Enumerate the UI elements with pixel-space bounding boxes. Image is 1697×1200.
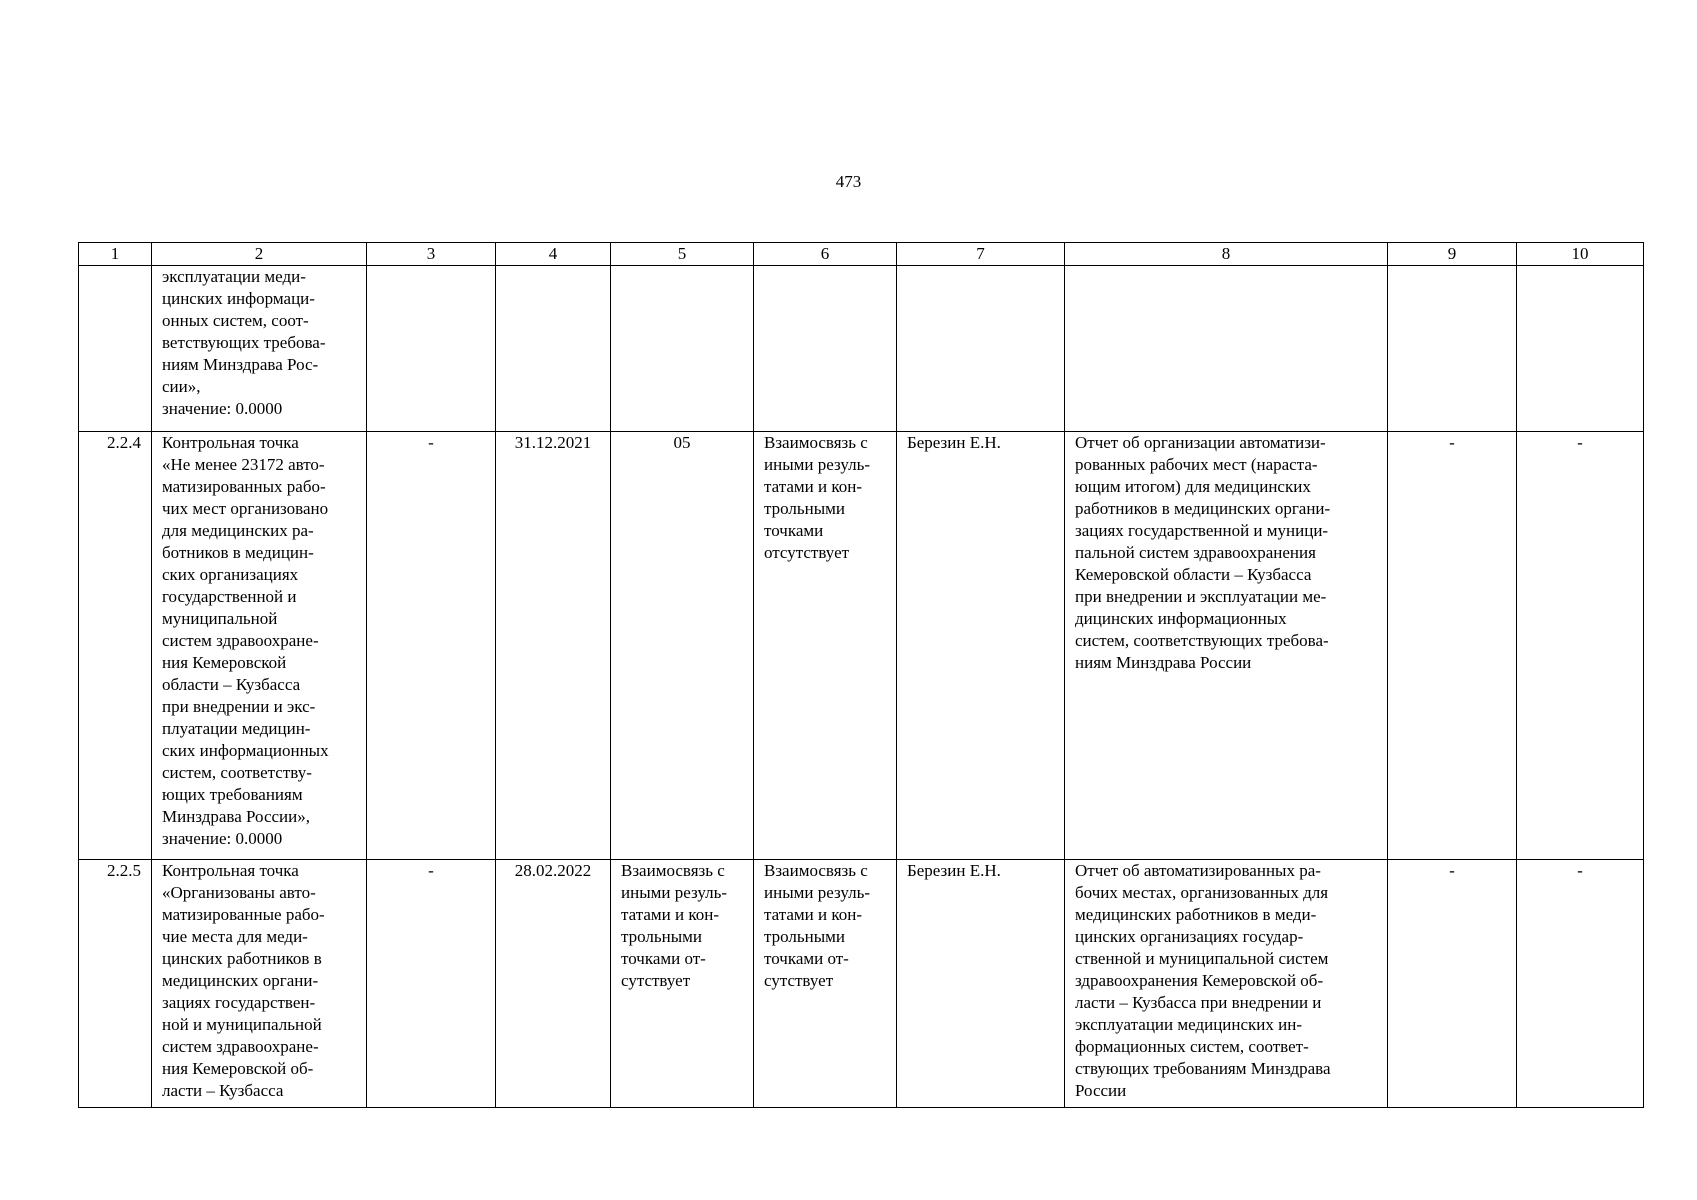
row-col3: - [367, 860, 496, 1108]
row-responsible [897, 266, 1065, 432]
header-cell: 10 [1517, 243, 1644, 266]
header-cell: 8 [1065, 243, 1388, 266]
row-description: Контрольная точка «Не менее 23172 авто- матизированных рабо- чих мест организовано для медицинских ра- ботников в медицин- ских организациях государственной и муниципальной систем здравоохране- ния Кемеровской области – Кузбасса при внедрении и экс- плуатации медицин- ских информационных систем, соответству- ющих требованиям Минздрава России», значение: 0.0000 [152, 432, 367, 860]
row-report: Отчет об автоматизированных ра- бочих местах, организованных для медицинских работников в меди- цинских организациях государ- ственной и муниципальной систем здравоохранения Кемеровской об- ласти – Кузбасса при внедрении и эксплуатации медицинских ин- формационных систем, соответ- ствующих требованиям Минздрава России [1065, 860, 1388, 1108]
row-description: эксплуатации меди- цинских информаци- онных систем, соот- ветствующих требова- ниям Минздрава Рос- сии», значение: 0.0000 [152, 266, 367, 432]
row-number [79, 266, 152, 432]
header-cell: 3 [367, 243, 496, 266]
row-number: 2.2.5 [79, 860, 152, 1108]
row-col3: - [367, 432, 496, 860]
row-relation: Взаимосвязь с иными резуль- татами и кон- трольными точками отсутствует [754, 432, 897, 860]
row-col9 [1388, 266, 1517, 432]
table-row [79, 860, 1644, 1108]
row-relation: Взаимосвязь с иными резуль- татами и кон- трольными точками от- сутствует [611, 860, 754, 1108]
header-cell: 9 [1388, 243, 1517, 266]
header-cell: 4 [496, 243, 611, 266]
page-number: 473 [835, 172, 862, 191]
row-col9: - [1388, 432, 1517, 860]
table-row [79, 432, 1644, 860]
row-relation [754, 266, 897, 432]
row-responsible: Березин Е.Н. [897, 860, 1065, 1108]
header-cell: 2 [152, 243, 367, 266]
row-col9: - [1388, 860, 1517, 1108]
row-number: 2.2.4 [79, 432, 152, 860]
document-table [78, 242, 1644, 1108]
table-header-row [79, 243, 1644, 266]
row-col10 [1517, 266, 1644, 432]
row-report [1065, 266, 1388, 432]
row-relation: Взаимосвязь с иными резуль- татами и кон- трольными точками от- сутствует [754, 860, 897, 1108]
row-col3 [367, 266, 496, 432]
header-cell: 6 [754, 243, 897, 266]
row-date: 31.12.2021 [496, 432, 611, 860]
row-col5: 05 [611, 432, 754, 860]
row-description: Контрольная точка «Организованы авто- матизированные рабо- чие места для меди- цинских работников в медицинских органи- зациях государствен- ной и муниципальной систем здравоохране- ния Кемеровской об- ласти – Кузбасса [152, 860, 367, 1108]
header-cell: 5 [611, 243, 754, 266]
row-date: 28.02.2022 [496, 860, 611, 1108]
header-cell: 7 [897, 243, 1065, 266]
row-col10: - [1517, 860, 1644, 1108]
row-col10: - [1517, 432, 1644, 860]
row-date [496, 266, 611, 432]
row-col5 [611, 266, 754, 432]
row-responsible: Березин Е.Н. [897, 432, 1065, 860]
header-cell: 1 [79, 243, 152, 266]
table-row [79, 266, 1644, 432]
row-report: Отчет об организации автоматизи- рованных рабочих мест (нараста- ющим итогом) для медицинских работников в медицинских органи- зациях государственной и муници- пальной систем здравоохранения Кемеровской области – Кузбасса при внедрении и эксплуатации ме- дицинских информационных систем, соответствующих требова- ниям Минздрава России [1065, 432, 1388, 860]
